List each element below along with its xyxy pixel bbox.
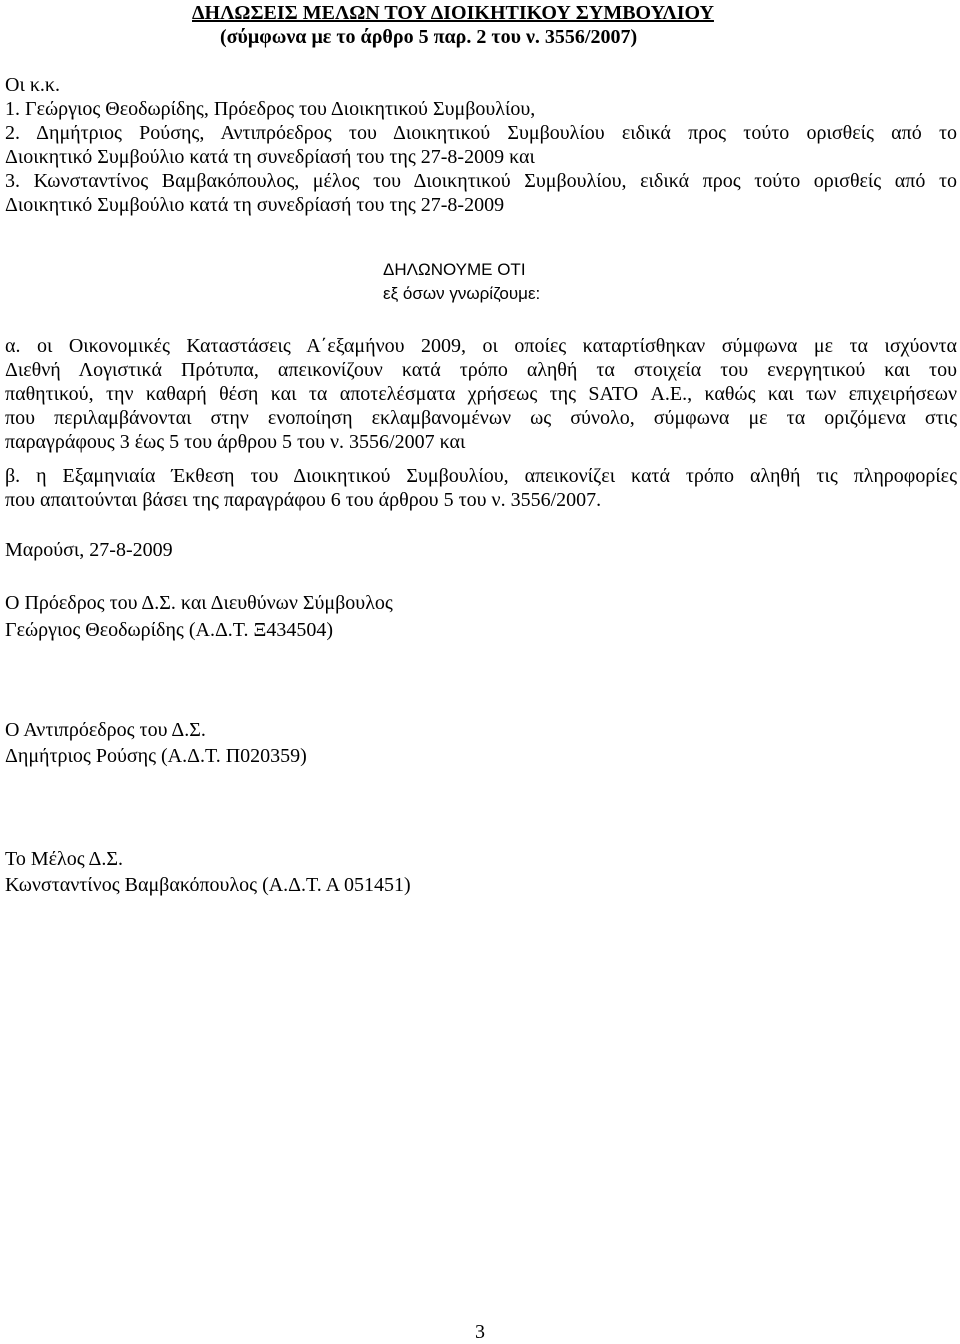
signatory-1-name: Γεώργιος Θεοδωρίδης (Α.Δ.Τ. Ξ434504) — [5, 619, 334, 641]
signatory-3-role: Το Μέλος Δ.Σ. — [5, 848, 124, 870]
paragraph-b-line-2: που απαιτούνται βάσει της παραγράφου 6 του άρθρου 5 του ν. 3556/2007. — [5, 489, 602, 511]
salutation: Οι κ.κ. — [5, 74, 60, 96]
document-subtitle: (σύμφωνα με το άρθρο 5 παρ. 2 του ν. 3556/2007) — [220, 26, 638, 48]
signatory-2-role: Ο Αντιπρόεδρος του Δ.Σ. — [5, 719, 206, 741]
declaration-subheading: εξ όσων γνωρίζουμε: — [383, 284, 541, 303]
member-line-4: 3. Κωνσταντίνος Βαμβακόπουλος, μέλος του Διοικητικού Συμβουλίου, ειδικά προς τούτο ορισθείς από το — [5, 170, 957, 192]
paragraph-b-line-1: β. η Εξαμηνιαία Έκθεση του Διοικητικού Συμβουλίου, απεικονίζει κατά τρόπο αληθή τις πληροφορίες — [5, 465, 957, 487]
member-line-1: 1. Γεώργιος Θεοδωρίδης, Πρόεδρος του Διοικητικού Συμβουλίου, — [5, 98, 536, 120]
signatory-3-name: Κωνσταντίνος Βαμβακόπουλος (Α.Δ.Τ. Α 051451) — [5, 874, 411, 896]
signatory-2-name: Δημήτριος Ρούσης (Α.Δ.Τ. Π020359) — [5, 745, 307, 767]
member-line-2: 2. Δημήτριος Ρούσης, Αντιπρόεδρος του Διοικητικού Συμβουλίου ειδικά προς τούτο ορισθείς από το — [5, 122, 957, 144]
document-title: ΔΗΛΩΣΕΙΣ ΜΕΛΩΝ ΤΟΥ ΔΙΟΙΚΗΤΙΚΟΥ ΣΥΜΒΟΥΛΙΟΥ — [192, 2, 714, 24]
place-date: Μαρούσι, 27-8-2009 — [5, 539, 173, 561]
paragraph-a-line-3: παθητικού, την καθαρή θέση και τα αποτελέσματα χρήσεως της SATO Α.Ε., καθώς και των επιχειρήσεων — [5, 383, 957, 405]
declaration-heading: ΔΗΛΩΝΟΥΜΕ ΟΤΙ — [383, 260, 526, 279]
paragraph-a-line-1: α. οι Οικονομικές Καταστάσεις Α΄εξαμήνου 2009, οι οποίες καταρτίσθηκαν σύμφωνα με τα ισχύοντα — [5, 335, 957, 357]
paragraph-a-line-4: που περιλαμβάνονται στην ενοποίηση εκλαμβανομένων ως σύνολο, σύμφωνα με τα οριζόμενα στις — [5, 407, 957, 429]
signatory-1-role: Ο Πρόεδρος του Δ.Σ. και Διευθύνων Σύμβουλος — [5, 592, 393, 614]
paragraph-a-line-5: παραγράφους 3 έως 5 του άρθρου 5 του ν. 3556/2007 και — [5, 431, 466, 453]
member-line-3: Διοικητικό Συμβούλιο κατά τη συνεδρίασή του της 27-8-2009 και — [5, 146, 535, 168]
member-line-5: Διοικητικό Συμβούλιο κατά τη συνεδρίασή του της 27-8-2009 — [5, 194, 505, 216]
paragraph-a-line-2: Διεθνή Λογιστικά Πρότυπα, απεικονίζουν κατά τρόπο αληθή τα στοιχεία του ενεργητικού και του — [5, 359, 957, 381]
page-number: 3 — [475, 1321, 485, 1343]
